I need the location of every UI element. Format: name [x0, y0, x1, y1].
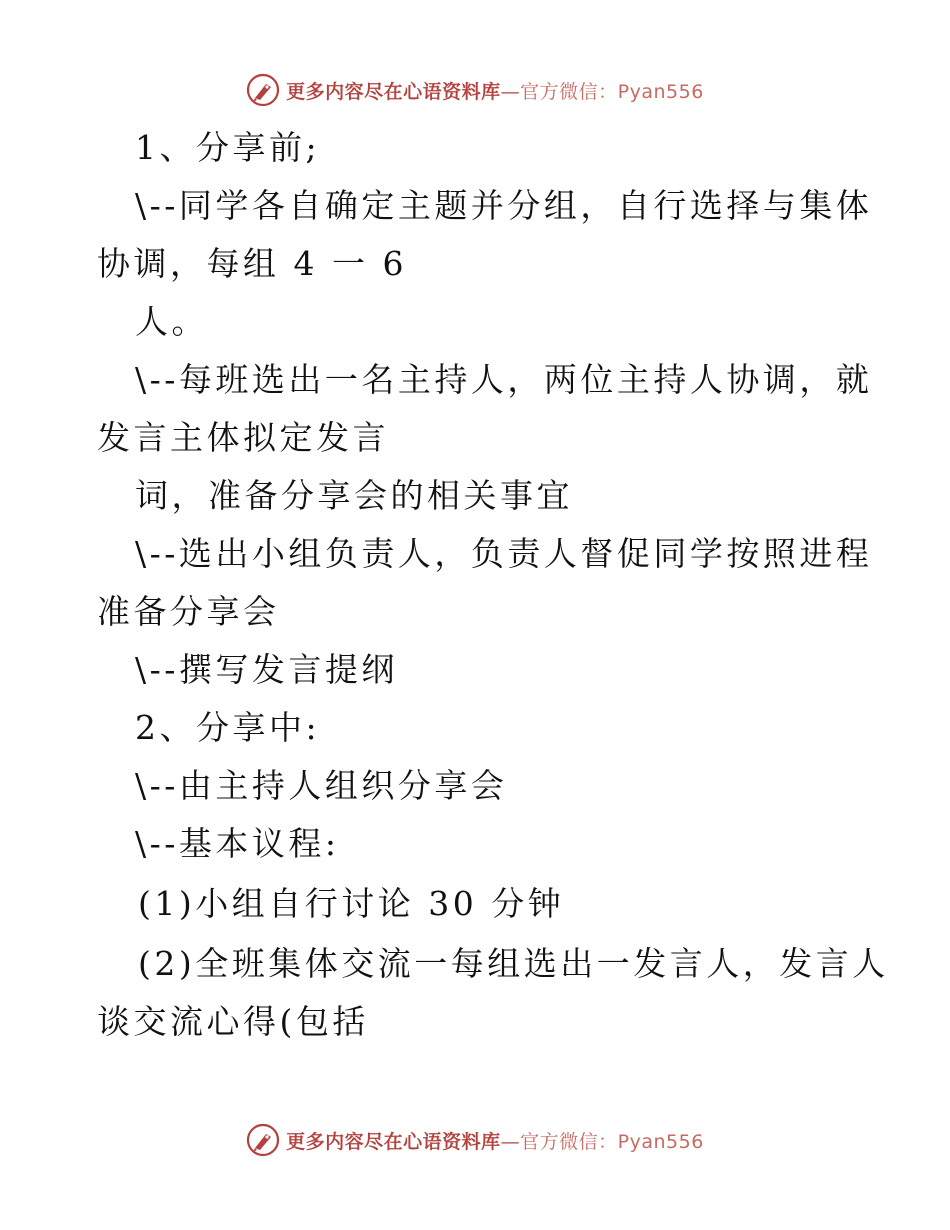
banner-dash: —: [500, 80, 521, 103]
banner-site-text: 更多内容尽在心语资料库: [286, 1130, 501, 1153]
text-line: 发言主体拟定发言: [97, 418, 389, 457]
banner-wechat-text: 官方微信：Pyan556: [520, 1130, 704, 1153]
banner-wechat-text: 官方微信：Pyan556: [520, 80, 704, 103]
text-line: 词，准备分享会的相关事宜: [135, 476, 573, 515]
text-line: 2、分享中:: [135, 708, 321, 747]
banner-dash: —: [500, 1130, 521, 1153]
text-line: 谈交流心得(包括: [97, 1002, 369, 1041]
text-line: \--同学各自确定主题并分组，自行选择与集体: [135, 186, 873, 225]
text-line: \--选出小组负责人，负责人督促同学按照进程: [135, 534, 873, 573]
banner-site-text: 更多内容尽在心语资料库: [286, 80, 501, 103]
text-line: \--基本议程:: [135, 824, 340, 863]
text-line: 人。: [135, 302, 208, 341]
text-line: \--撰写发言提纲: [135, 650, 398, 689]
text-line: (2)全班集体交流一每组选出一发言人，发言人: [138, 944, 889, 983]
pen-nib-logo-icon: [246, 73, 280, 107]
header-banner: [0, 70, 950, 110]
pen-nib-logo-icon: [246, 1123, 280, 1157]
footer-banner: [0, 1120, 950, 1160]
text-line: (1)小组自行讨论 30 分钟: [138, 884, 565, 923]
text-line: 1、分享前;: [135, 128, 321, 167]
text-line: \--由主持人组织分享会: [135, 766, 508, 805]
text-line: \--每班选出一名主持人，两位主持人协调，就: [135, 360, 873, 399]
text-line: 协调，每组 4 一 6: [97, 244, 407, 283]
text-line: 准备分享会: [97, 592, 280, 631]
